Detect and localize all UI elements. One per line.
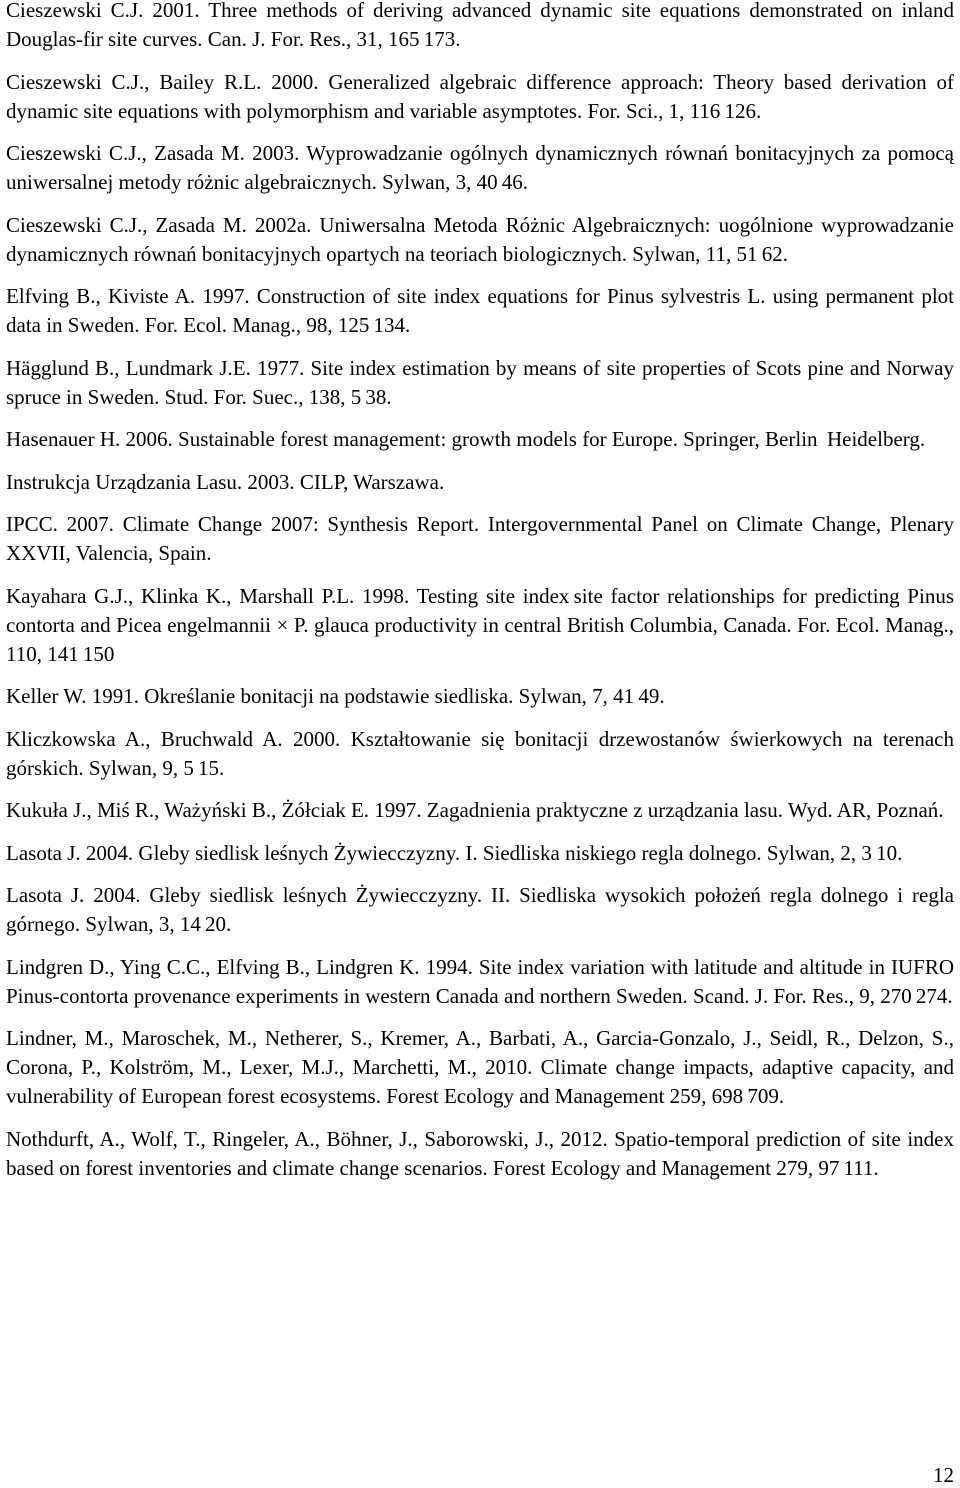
reference-entry: Kayahara G.J., Klinka K., Marshall P.L. 1998. Testing site index site factor relationships for predicting Pinus contorta and Picea engelmannii × P. glauca productivity in central British Columbia, Canada. For. Ecol. Manag., 110, 141 150 — [6, 583, 954, 666]
reference-list — [6, 0, 954, 1196]
reference-entry: Cieszewski C.J., Bailey R.L. 2000. Generalized algebraic difference approach: Theory based derivation of dynamic site equations with polymorphism and variable asymptotes. For. Sci., 1, 116 126. — [6, 69, 954, 123]
reference-entry: Instrukcja Urządzania Lasu. 2003. CILP, Warszawa. — [6, 469, 445, 494]
reference-entry: Lindner, M., Maroschek, M., Netherer, S., Kremer, A., Barbati, A., Garcia-Gonzalo, J., Seidl, R., Delzon, S., Corona, P., Kolström, M., Lexer, M.J., Marchetti, M., 2010. Climate change impacts, adaptive capacity, and vulnerability of European forest ecosystems. Forest Ecology and Management 259, 698 709. — [6, 1026, 954, 1108]
reference-entry: Keller W. 1991. Określanie bonitacji na podstawie siedliska. Sylwan, 7, 41 49. — [6, 684, 665, 708]
reference-entry: Lindgren D., Ying C.C., Elfving B., Lindgren K. 1994. Site index variation with latitude and altitude in IUFRO Pinus-contorta provenance experiments in western Canada and northern Sweden. Scand. J. For. Res., 9, 270 274. — [6, 954, 954, 1008]
reference-entry: Kukuła J., Miś R., Ważyński B., Żółciak E. 1997. Zagadnienia praktyczne z urządzania lasu. Wyd. AR, Poznań. — [6, 798, 944, 822]
reference-entry: Hasenauer H. 2006. Sustainable forest management: growth models for Europe. Springer, Berlin Heidelberg. — [6, 427, 926, 451]
reference-entry: Cieszewski C.J., Zasada M. 2003. Wyprowadzanie ogólnych dynamicznych równań bonitacyjnych za pomocą uniwersalnej metody różnic algebraicznych. Sylwan, 3, 40 46. — [6, 141, 954, 194]
reference-entry: Elfving B., Kiviste A. 1997. Construction of site index equations for Pinus sylvestris L. using permanent plot data in Sweden. For. Ecol. Manag., 98, 125 134. — [6, 284, 954, 337]
reference-entry: Cieszewski C.J., Zasada M. 2002a. Uniwersalna Metoda Różnic Algebraicznych: uogólnione wyprowadzanie dynamicznych równań bonitacyjnych opartych na teoriach biologicznych. Sylwan, 11, 51 62. — [6, 212, 954, 266]
reference-entry: Cieszewski C.J. 2001. Three methods of deriving advanced dynamic site equations demonstrated on inland Douglas-fir site curves. Can. J. For. Res., 31, 165 173. — [6, 0, 954, 51]
reference-entry: Lasota J. 2004. Gleby siedlisk leśnych Żywiecczyzny. II. Siedliska wysokich położeń regla dolnego i regla górnego. Sylwan, 3, 14 20. — [6, 883, 954, 936]
reference-entry: IPCC. 2007. Climate Change 2007: Synthesis Report. Intergovernmental Panel on Climate Change, Plenary XXVII, Valencia, Spain. — [6, 512, 954, 565]
reference-entry: Lasota J. 2004. Gleby siedlisk leśnych Żywiecczyzny. I. Siedliska niskiego regla dolnego. Sylwan, 2, 3 10. — [6, 840, 903, 865]
reference-entry: Kliczkowska A., Bruchwald A. 2000. Kształtowanie się bonitacji drzewostanów świerkowych na terenach górskich. Sylwan, 9, 5 15. — [6, 726, 954, 780]
page-number: 12 — [933, 1463, 954, 1487]
reference-entry: Nothdurft, A., Wolf, T., Ringeler, A., Böhner, J., Saborowski, J., 2012. Spatio-temporal prediction of site index based on forest inventories and climate change scenarios. Forest Ecology and Management 279, 97 111. — [6, 1126, 954, 1180]
reference-entry: Hägglund B., Lundmark J.E. 1977. Site index estimation by means of site properties of Scots pine and Norway spruce in Sweden. Stud. For. Suec., 138, 5 38. — [6, 355, 954, 409]
